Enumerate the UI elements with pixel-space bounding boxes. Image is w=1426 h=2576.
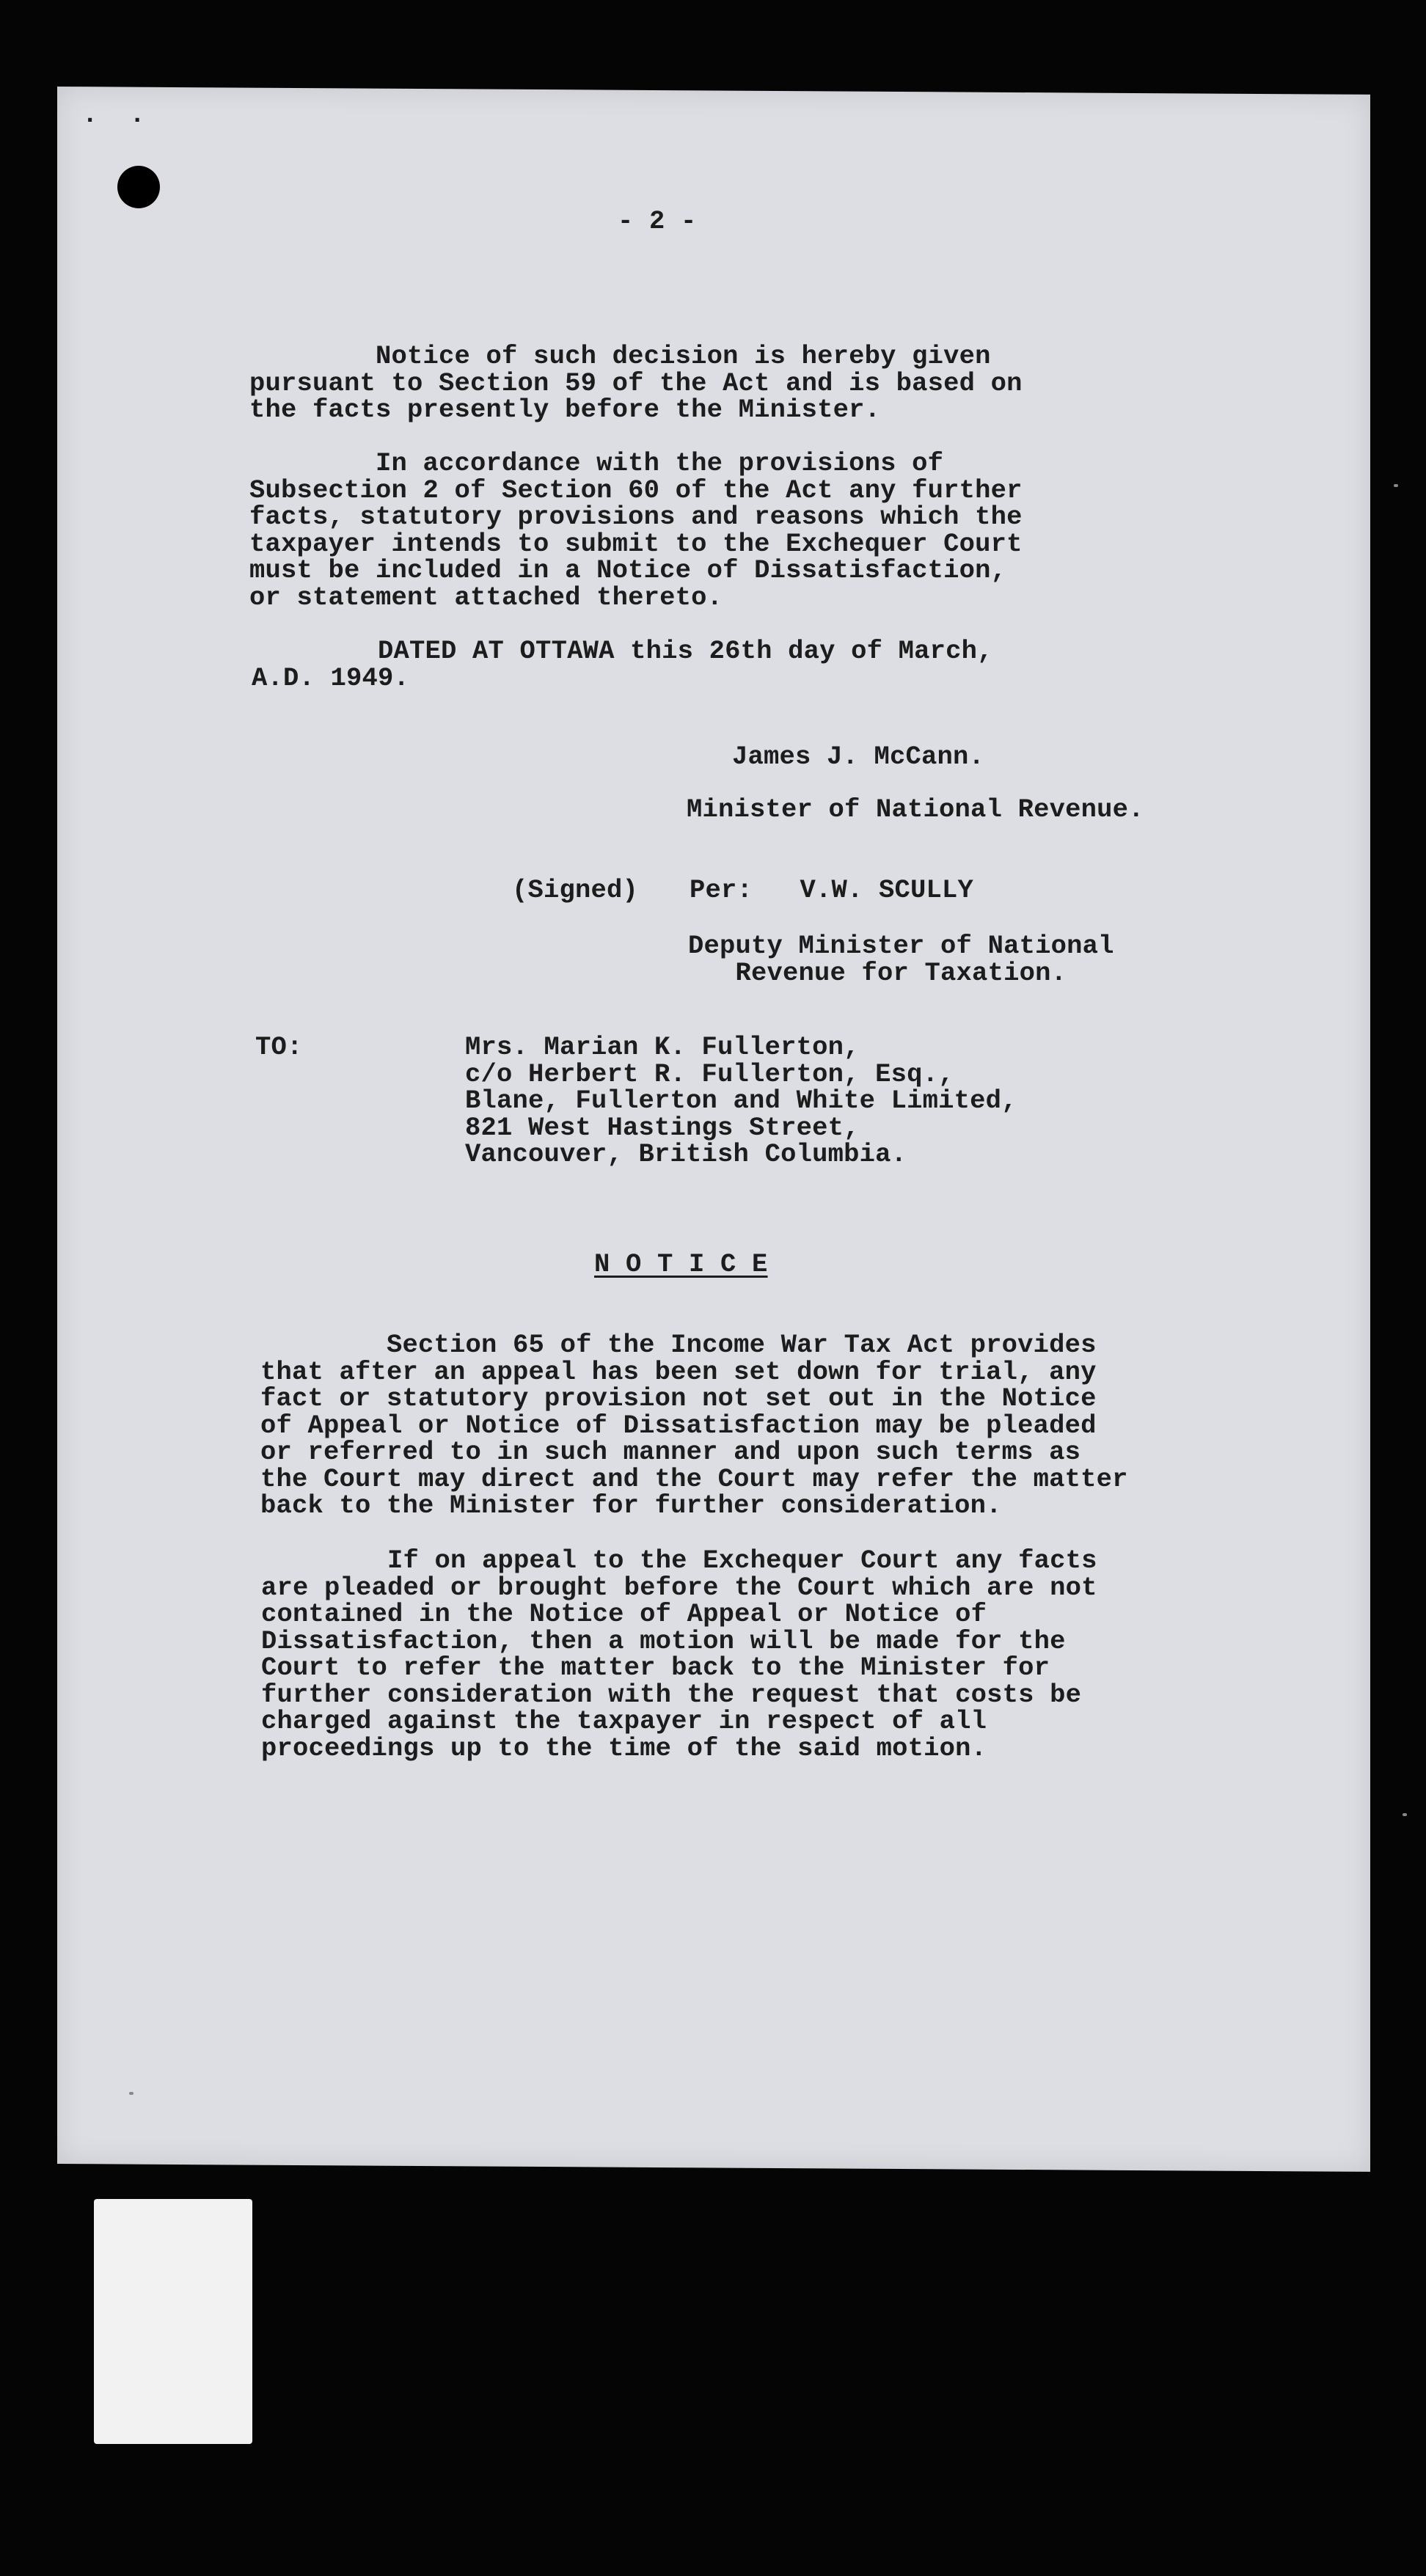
page-number: - 2 - xyxy=(618,206,697,236)
to-label: TO: xyxy=(255,1032,303,1062)
punch-hole xyxy=(117,166,160,208)
dated-line: DATED AT OTTAWA this 26th day of March, A.D. 1949. xyxy=(252,636,993,693)
signatory-name: James J. McCann. xyxy=(732,742,985,772)
notice-paragraph-section-65: Section 65 of the Income War Tax Act provides that after an appeal has been set down for trial, any fact or statutory provision not set out in the Notice of Appeal or Notice of Dissatisfaction may be pleaded or referred to in such manner and upon such terms as the Court may direct and the Court may refer the matter back to the Minister for further consideration. xyxy=(260,1330,1128,1521)
recipient-address: Mrs. Marian K. Fullerton, c/o Herbert R. Fullerton, Esq., Blane, Fullerton and White Limited, 821 West Hastings Street, Vancouver, British Columbia. xyxy=(465,1032,1017,1169)
film-target-card xyxy=(94,2199,252,2444)
corner-marks: · · xyxy=(82,105,146,135)
film-speck xyxy=(1403,1813,1407,1816)
decision-notice-paragraph: Notice of such decision is hereby given pursuant to Section 59 of the Act and is based on the facts presently before the Minister. xyxy=(249,341,1023,425)
per-line: Per: V.W. SCULLY xyxy=(690,875,974,905)
provisions-paragraph: In accordance with the provisions of Subsection 2 of Section 60 of the Act any further facts, statutory provisions and reasons which the taxpayer intends to submit to the Exchequer Court must be included in a Notice of Dissatisfaction, or statement attached thereto. xyxy=(249,448,1023,612)
notice-heading: N O T I C E xyxy=(594,1249,768,1279)
signatory-title: Minister of National Revenue. xyxy=(687,794,1144,824)
film-speck xyxy=(129,2092,134,2095)
notice-paragraph-exchequer-court: If on appeal to the Exchequer Court any facts are pleaded or brought before the Court which are not contained in the Notice of Appeal or Notice of Dissatisfaction, then a motion will be made for the Court to refer the matter back to the Minister for further consideration with the request that costs be charged against the taxpayer in respect of all proceedings up to the time of the said motion. xyxy=(261,1545,1097,1763)
signed-label: (Signed) xyxy=(512,875,639,905)
film-speck xyxy=(1394,484,1398,487)
deputy-minister-title: Deputy Minister of National Revenue for Taxation. xyxy=(688,931,1114,988)
